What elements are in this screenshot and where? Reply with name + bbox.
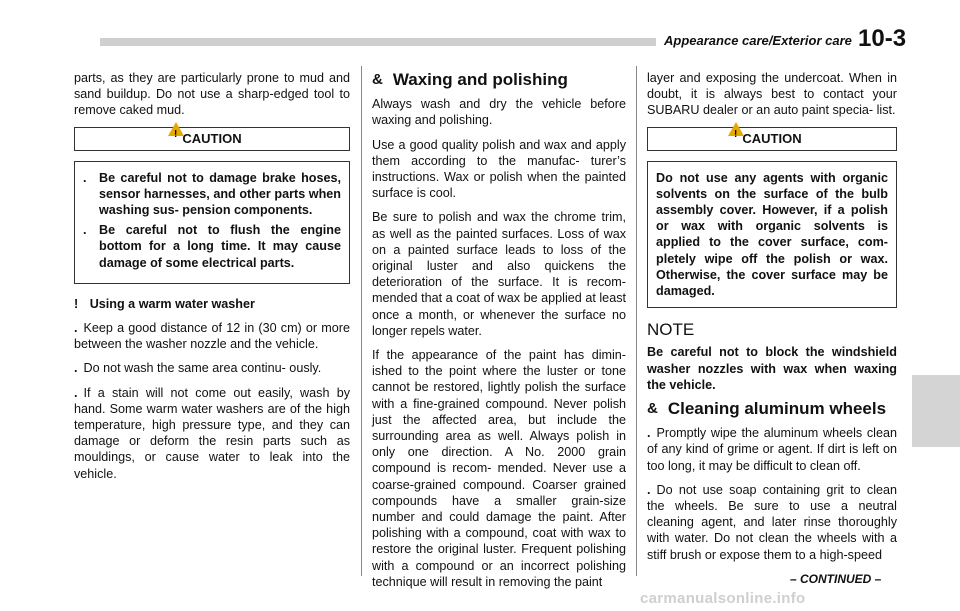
exclamation-icon: !: [74, 296, 79, 311]
note-title: NOTE: [647, 320, 695, 340]
caution-box: Do not use any agents with organic solvents on the surface of the bulb assembly cover. However, if a polish or wax with organic solvents is applied to the cover surface, com- pletely wipe off the polish or wax. Otherwise, the cover surface may be damaged.: [647, 161, 897, 309]
bullet-text: Do not wash the same area continu- ously.: [83, 361, 322, 376]
bullet-paragraph: [74, 320, 350, 352]
subheading: [74, 296, 350, 312]
column-1: [74, 70, 350, 490]
paragraph: Always wash and dry the vehicle before waxing and polishing.: [372, 97, 626, 128]
bullet-paragraph: [647, 425, 897, 474]
caution-item: [83, 170, 341, 219]
paragraph: parts, as they are particularly prone to mud and sand buildup. Do not use a sharp-edged tool to remove caked mud.: [74, 71, 350, 118]
bullet-icon: .: [83, 223, 87, 238]
caution-title: CAUTION: [182, 130, 242, 146]
caution-header: [74, 127, 350, 151]
column-divider: [361, 66, 362, 576]
square-icon: &: [647, 400, 658, 418]
section-title: Appearance care/Exterior care: [664, 33, 852, 48]
section-heading-text: Waxing and polishing: [392, 70, 568, 89]
caution-item-text: Be careful not to damage brake hoses, sensor harnesses, and other parts when washing sus- pension components.: [99, 170, 341, 218]
caution-item: [83, 222, 341, 271]
bullet-icon: .: [647, 426, 651, 441]
caution-title: CAUTION: [742, 130, 802, 146]
bullet-paragraph: [74, 385, 350, 482]
watermark: carmanualsonline.info: [640, 590, 806, 607]
bullet-paragraph: [74, 360, 350, 376]
caution-header: [647, 127, 897, 151]
caution-block: [74, 127, 350, 284]
bullet-icon: .: [74, 321, 78, 336]
continued-label: – CONTINUED –: [790, 572, 882, 586]
column-2: [372, 70, 626, 598]
bullet-icon: .: [74, 385, 78, 400]
header-rule: [100, 38, 656, 46]
section-heading: [372, 72, 626, 88]
square-icon: &: [372, 71, 383, 88]
chapter-tab: [912, 375, 960, 447]
column-divider: [636, 66, 637, 576]
paragraph: If the appearance of the paint has dimin- ished to the point where the luster or tone cannot be restored, lightly polish the surface with a fine-grained compound. Never polish just the affected area, but include the surrounding area as well. Always polish in only one direction. A No. 2000 grain compound is recom- mended. Never use a coarse-grained compound. Coarser grained compounds have a smaller grain-size number and could damage the paint. After polishing with a compound, coat with wax to restore the original luster. Frequent polishing with a compound or an incorrect polishing technique will result in removing the paint: [372, 348, 626, 589]
bullet-icon: .: [647, 482, 651, 497]
page-number: 10-3: [858, 25, 907, 52]
bullet-text: Do not use soap containing grit to clean the wheels. Be sure to use a neutral cleaning agent, and later rinse thoroughly with water. Do not clean the wheels with a stiff brush or expose them to a high-speed: [647, 482, 897, 562]
caution-item-text: Be careful not to flush the engine bottom for a long time. It may cause damage of some electrical parts.: [99, 223, 341, 270]
bullet-icon: .: [83, 170, 87, 185]
bullet-paragraph: [647, 482, 897, 563]
bullet-text: Promptly wipe the aluminum wheels clean of any kind of grime or agent. If dirt is left on too long, it may be difficult to clean off.: [647, 426, 897, 473]
bullet-text: If a stain will not come out easily, wash by hand. Some warm water washers are of the high temperature, high pressure type, and they can damage or deform the resin parts such as mouldings, or cause water to leak into the vehicle.: [74, 385, 350, 481]
column-3: [647, 70, 897, 571]
bullet-text: Keep a good distance of 12 in (30 cm) or more between the washer nozzle and the vehicle.: [74, 321, 350, 352]
section-heading: [647, 401, 897, 417]
paragraph: Use a good quality polish and wax and apply them according to the manufac- turer’s instructions. Wax or polish when the painted surface is cool.: [372, 137, 626, 201]
paragraph: Be sure to polish and wax the chrome trim, as well as the painted surfaces. Loss of wax on a painted surface leads to loss of the original luster and also quickens the deterioration of the surface. It is recom- mended that a coat of wax be applied at least once a month, or whenever the surface no longer repels water.: [372, 210, 626, 338]
warning-triangle-icon: [168, 122, 184, 136]
caution-box: [74, 161, 350, 284]
caution-block: [647, 127, 897, 309]
section-heading-text: Cleaning aluminum wheels: [667, 399, 887, 419]
note-text: Be careful not to block the windshield washer nozzles with wax when waxing the vehicle.: [647, 345, 897, 392]
subheading-text: Using a warm water washer: [89, 296, 255, 311]
bullet-icon: .: [74, 361, 78, 376]
paragraph: layer and exposing the undercoat. When in doubt, it is always best to contact your SUBARU dealer or an auto paint specia- list.: [647, 71, 897, 118]
warning-triangle-icon: [728, 122, 744, 136]
